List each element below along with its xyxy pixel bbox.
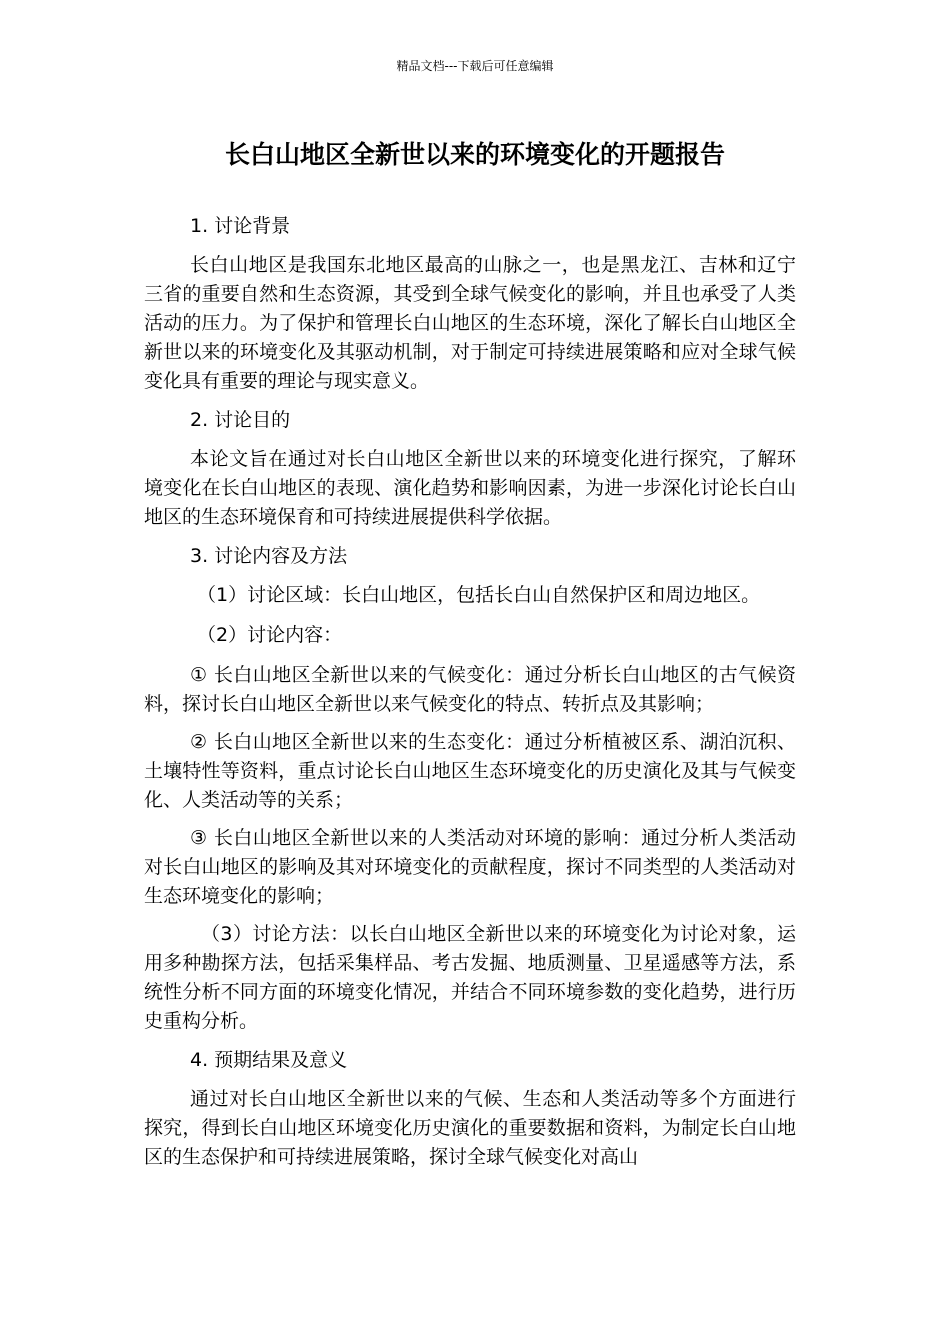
document-title: 长白山地区全新世以来的环境变化的开题报告 (224, 140, 725, 169)
section-heading-content-methods: 3. 讨论内容及方法 (190, 545, 348, 567)
list-item-study-area: （1）讨论区域：长白山地区，包括长白山自然保护区和周边地区。 (197, 584, 761, 606)
sub-item-human-activity: ③ 长白山地区全新世以来的人类活动对环境的影响：通过分析人类活动对长白山地区的影响及其对环境变化的贡献程度，探讨不同类型的人类活动对生态环境变化的影响； (144, 827, 796, 907)
sub-item-ecological-change: ② 长白山地区全新世以来的生态变化：通过分析植被区系、湖泊沉积、土壤特性等资料，重点讨论长白山地区生态环境变化的历史演化及其与气候变化、人类活动等的关系； (144, 731, 796, 811)
section-heading-expected-results: 4. 预期结果及意义 (190, 1049, 348, 1071)
paragraph-purpose: 本论文旨在通过对长白山地区全新世以来的环境变化进行探究，了解环境变化在长白山地区的表现、演化趋势和影响因素，为进一步深化讨论长白山地区的生态环境保育和可持续进展提供科学依据。 (144, 448, 796, 528)
list-item-study-methods: （3）讨论方法：以长白山地区全新世以来的环境变化为讨论对象，运用多种勘探方法，包括采集样品、考古发掘、地质测量、卫星遥感等方法，系统性分析不同方面的环境变化情况，并结合不同环境参数的变化趋势，进行历史重构分析。 (144, 923, 796, 1032)
page-header-note: 精品文档---下载后可任意编辑 (396, 59, 554, 73)
paragraph-background: 长白山地区是我国东北地区最高的山脉之一，也是黑龙江、吉林和辽宁三省的重要自然和生态资源，其受到全球气候变化的影响，并且也承受了人类活动的压力。为了保护和管理长白山地区的生态环境，深化了解长白山地区全新世以来的环境变化及其驱动机制，对于制定可持续进展策略和应对全球气候变化具有重要的理论与现实意义。 (144, 254, 796, 392)
section-heading-background: 1. 讨论背景 (190, 215, 291, 237)
document-body (144, 212, 796, 1182)
paragraph-expected-results: 通过对长白山地区全新世以来的气候、生态和人类活动等多个方面进行探究，得到长白山地区环境变化历史演化的重要数据和资料，为制定长白山地区的生态保护和可持续进展策略，探讨全球气候变化对高山 (144, 1088, 796, 1168)
sub-item-climate-change: ① 长白山地区全新世以来的气候变化：通过分析长白山地区的古气候资料，探讨长白山地区全新世以来气候变化的特点、转折点及其影响； (144, 664, 796, 715)
section-heading-purpose: 2. 讨论目的 (190, 409, 291, 431)
list-item-study-content: （2）讨论内容： (197, 624, 343, 646)
